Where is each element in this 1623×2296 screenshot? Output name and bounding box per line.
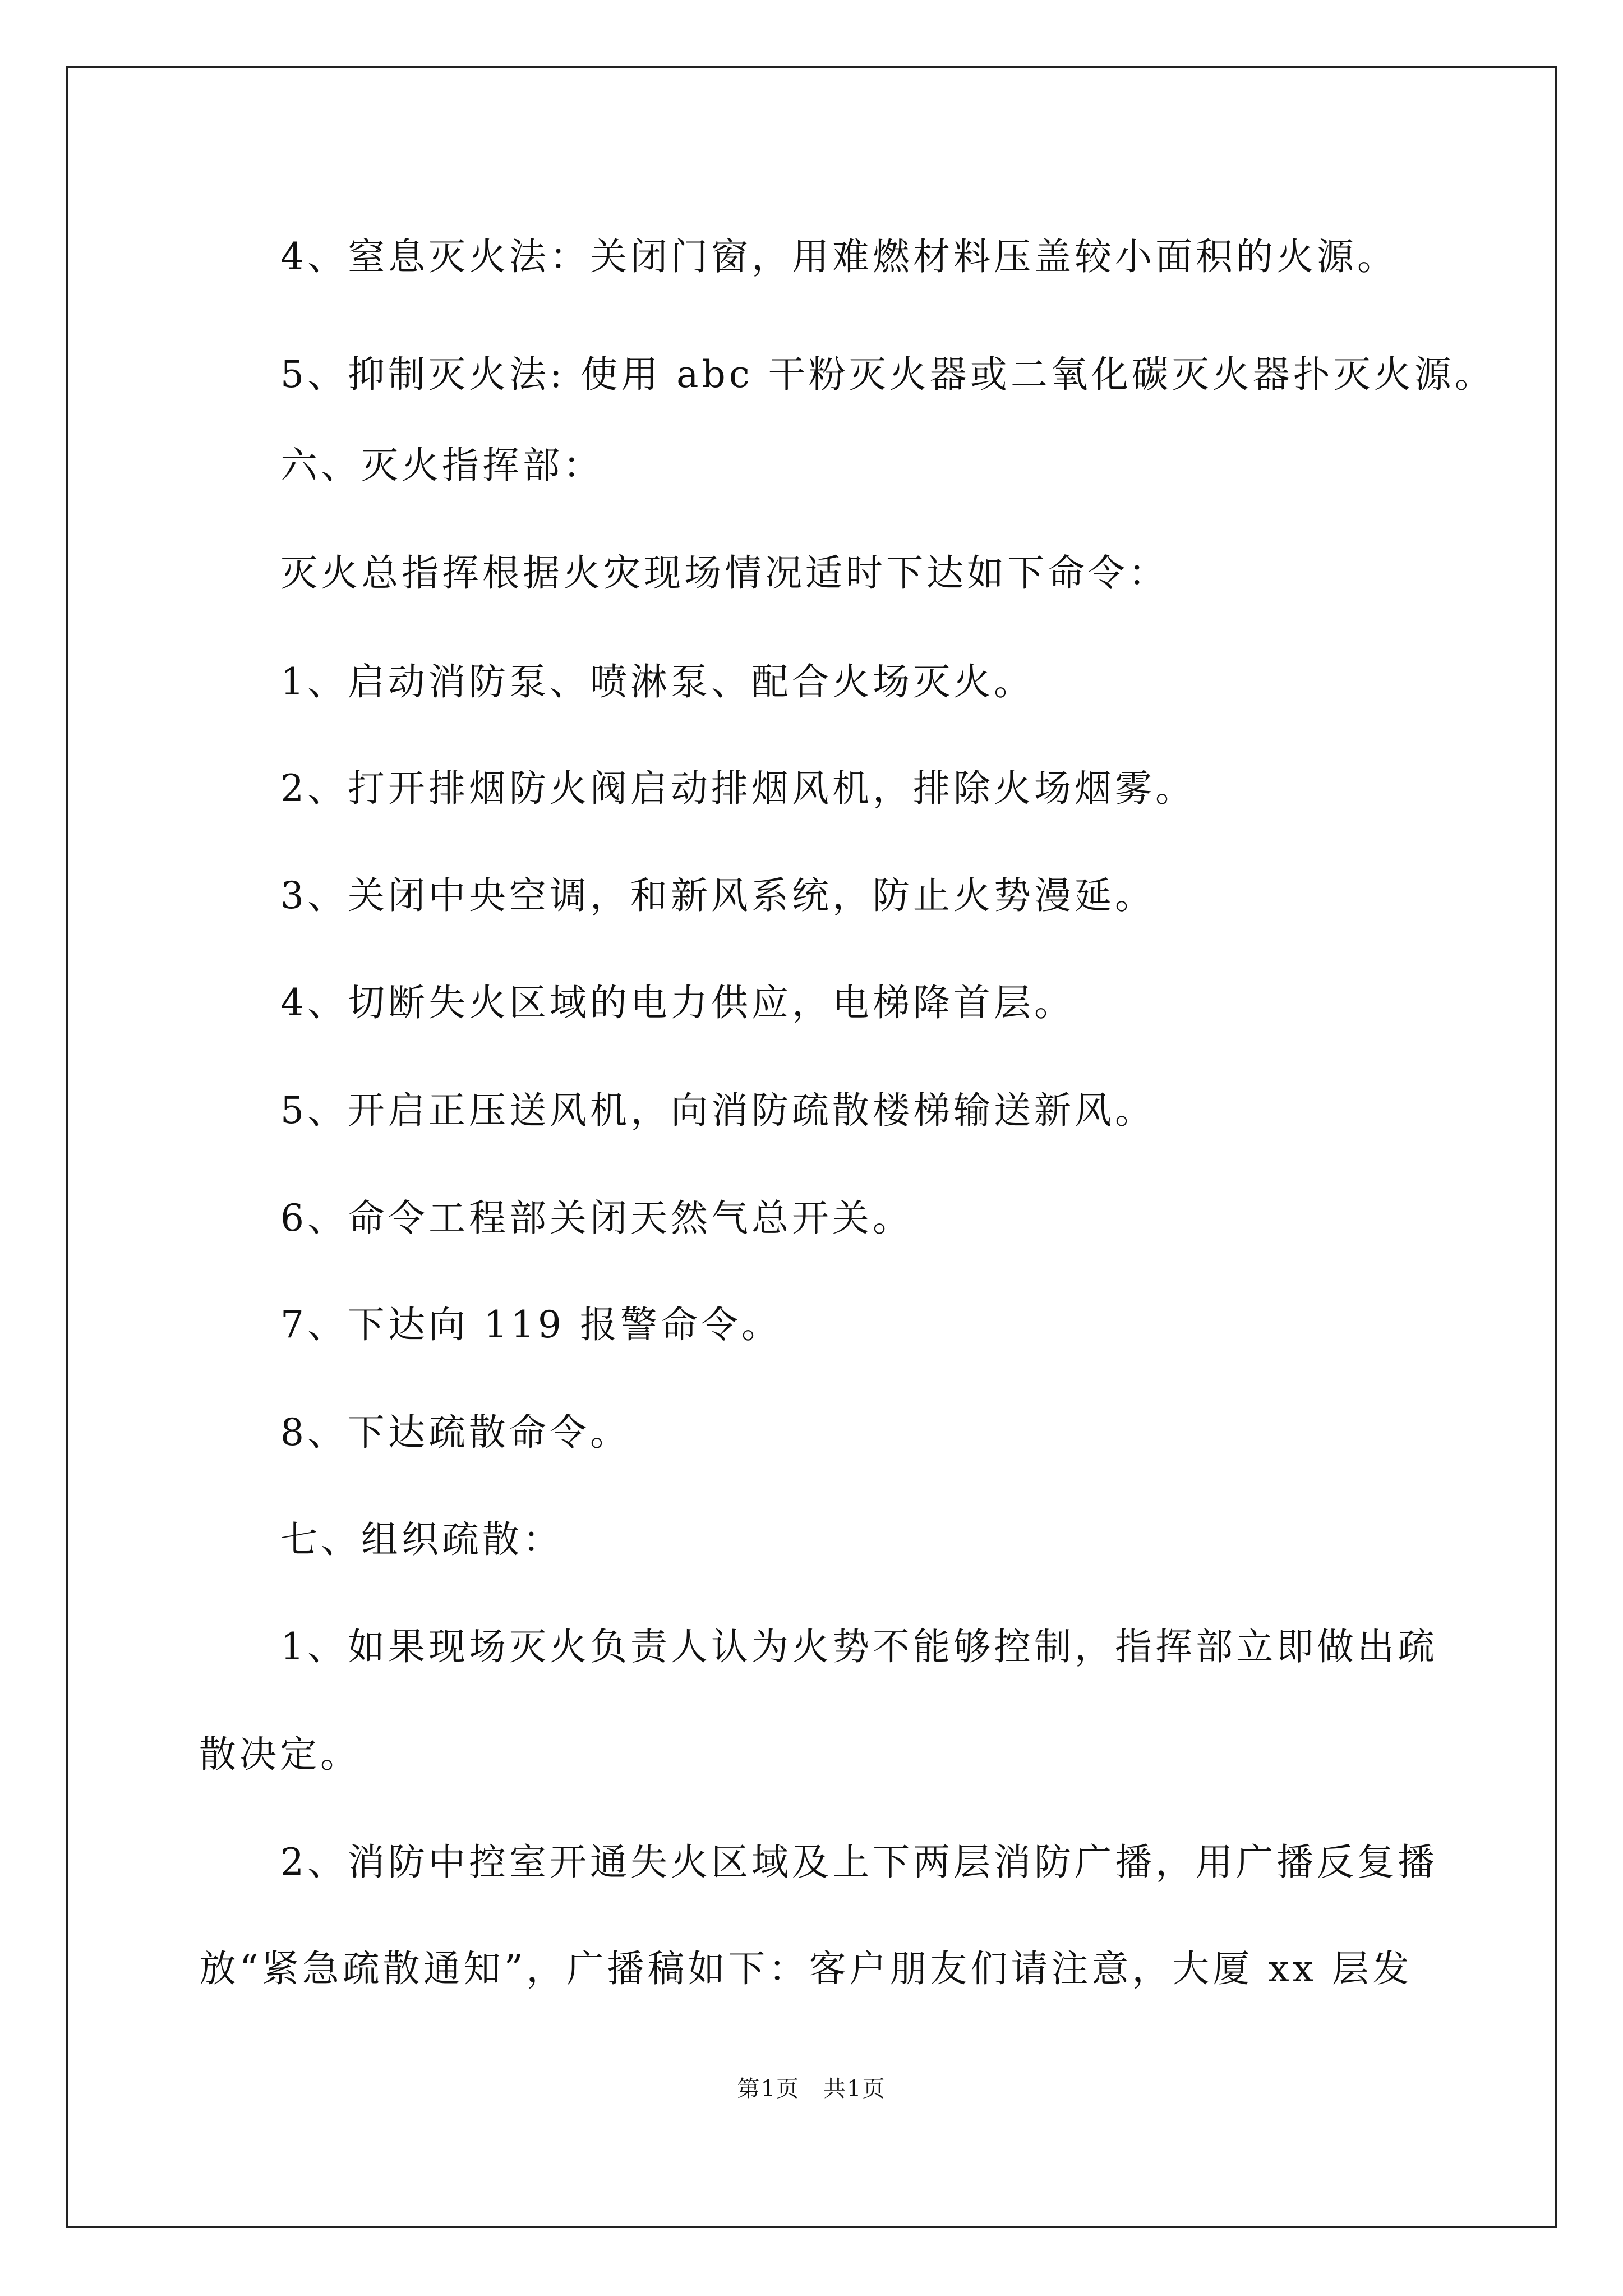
list-item: 5、开启正压送风机，向消防疏散楼梯输送新风。 xyxy=(280,1089,1155,1132)
list-item: 6、命令工程部关闭天然气总开关。 xyxy=(280,1197,913,1240)
section-heading: 六、灭火指挥部： xyxy=(280,444,603,487)
list-item: 3、关闭中央空调，和新风系统，防止火势漫延。 xyxy=(280,874,1155,917)
paragraph-line: 5、抑制灭火法: 使用 abc 干粉灭火器或二氧化碳灭火器扑灭火源。 xyxy=(280,353,1495,396)
paragraph-line: 散决定。 xyxy=(199,1733,361,1776)
list-item: 2、打开排烟防火阀启动排烟风机，排除火场烟雾。 xyxy=(280,767,1196,810)
section-heading: 七、组织疏散： xyxy=(280,1518,563,1561)
paragraph-line: 2、消防中控室开通失火区域及上下两层消防广播，用广播反复播 xyxy=(280,1841,1438,1884)
list-item: 1、启动消防泵、喷淋泵、配合火场灭火。 xyxy=(280,660,1034,703)
list-item: 4、切断失火区域的电力供应，电梯降首层。 xyxy=(280,981,1075,1024)
page-footer: 第1页 共1页 xyxy=(737,2076,886,2102)
paragraph-line: 放“紧急疏散通知”，广播稿如下：客户朋友们请注意，大厦 xx 层发 xyxy=(199,1947,1413,1990)
paragraph-line: 4、窒息灭火法：关闭门窗，用难燃材料压盖较小面积的火源。 xyxy=(280,235,1398,278)
list-item: 7、下达向 119 报警命令。 xyxy=(280,1303,782,1346)
paragraph-line: 1、如果现场灭火负责人认为火势不能够控制，指挥部立即做出疏 xyxy=(280,1625,1438,1668)
paragraph-line: 灭火总指挥根据火灾现场情况适时下达如下命令： xyxy=(280,551,1169,595)
list-item: 8、下达疏散命令。 xyxy=(280,1411,630,1454)
